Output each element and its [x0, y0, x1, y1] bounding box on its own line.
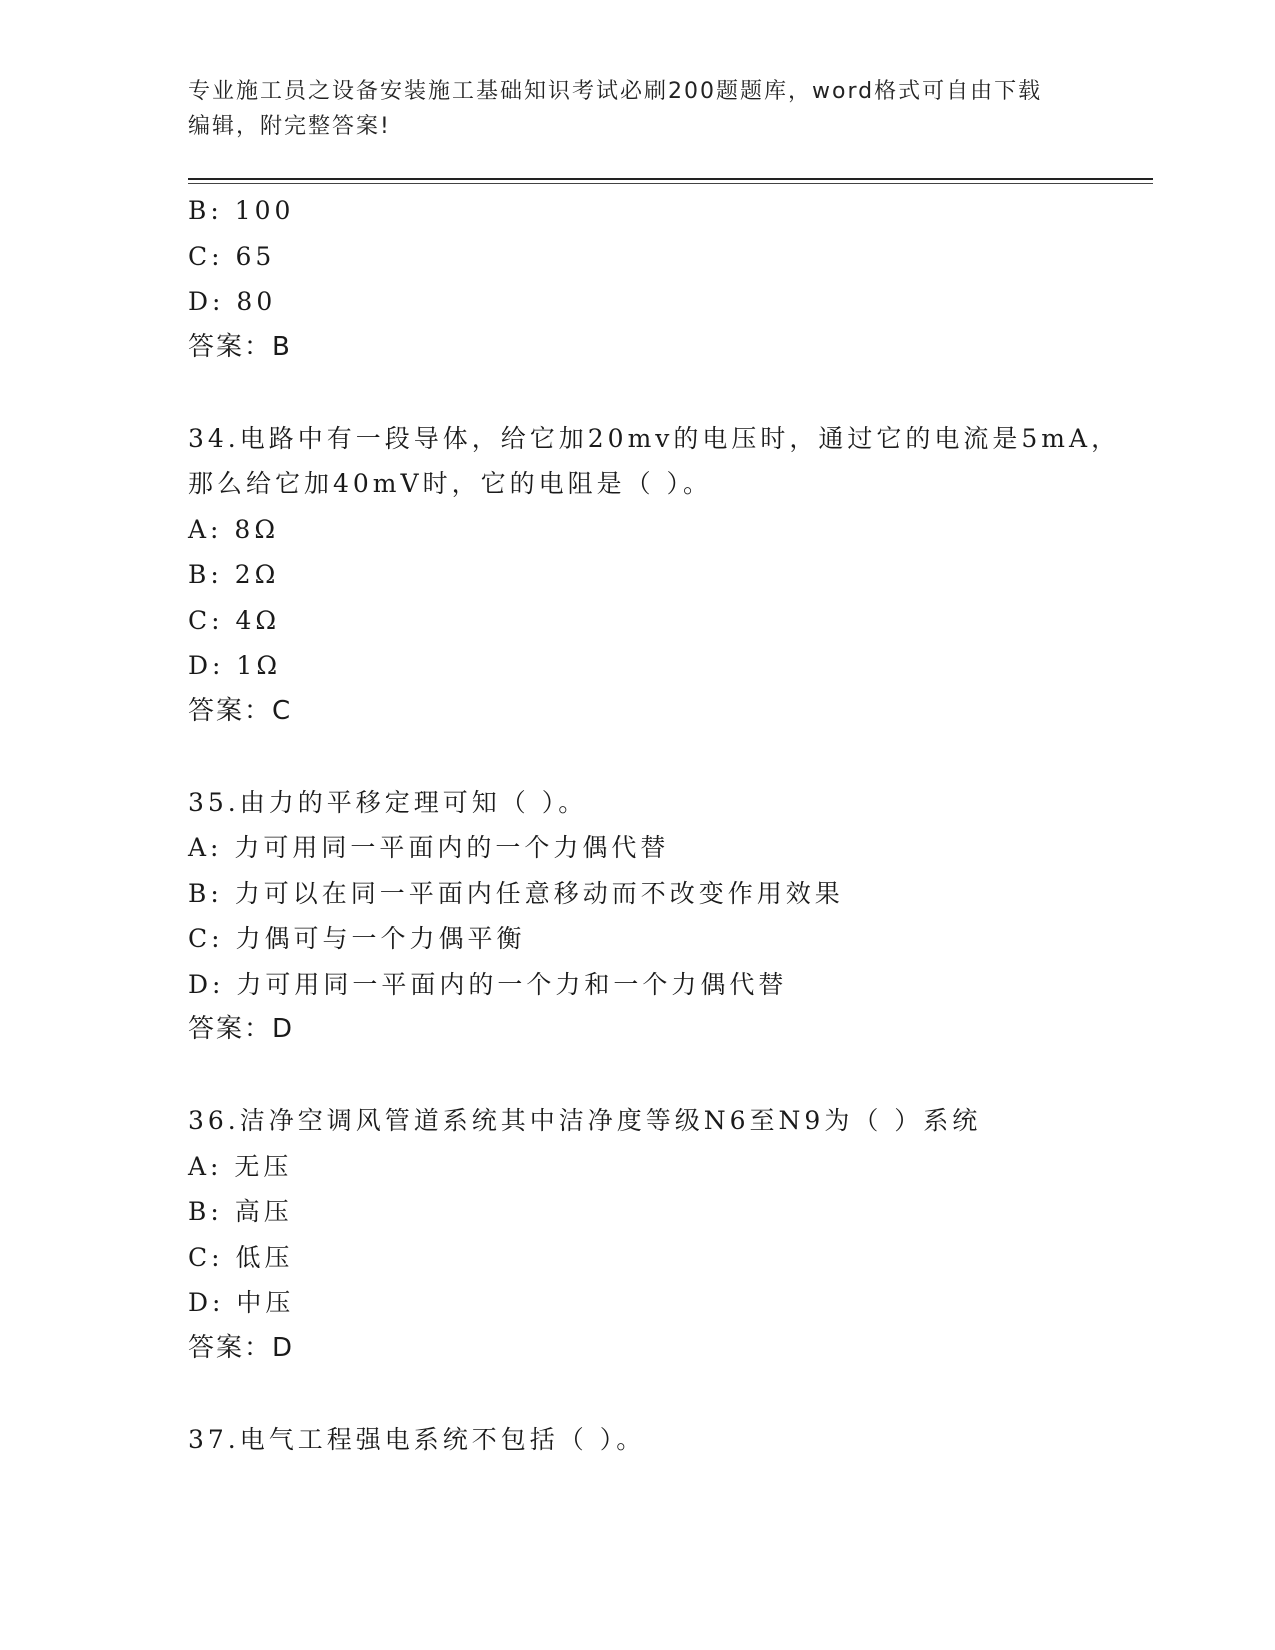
- question-36: [188, 1098, 1153, 1371]
- question-35: [188, 780, 1153, 1053]
- header-divider: [188, 178, 1153, 180]
- option-c: C: 4Ω: [188, 605, 281, 635]
- option-b: B: 高压: [188, 1197, 293, 1226]
- answer: 答案：D: [188, 1332, 295, 1363]
- option-c: C: 65: [188, 241, 276, 271]
- option-b: B: 2Ω: [188, 560, 280, 589]
- question-list: [188, 188, 1153, 1462]
- option-c: C: 力偶可与一个力偶平衡: [188, 924, 526, 953]
- question-37: [188, 1417, 1153, 1463]
- question-text: 那么给它加40mV时，它的电阻是（ ）。: [188, 469, 713, 498]
- question-34: [188, 416, 1153, 735]
- header-line-2: 编辑，附完整答案!: [188, 114, 391, 139]
- option-a: A: 无压: [188, 1151, 293, 1181]
- question-text: 34.电路中有一段导体，给它加20mv的电压时，通过它的电流是5mA，: [188, 423, 1121, 453]
- option-d: D: 1Ω: [188, 651, 282, 680]
- answer: 答案：C: [188, 695, 293, 726]
- option-a: A: 8Ω: [188, 514, 280, 544]
- document-header: [188, 74, 1088, 144]
- option-a: A: 力可用同一平面内的一个力偶代替: [188, 833, 670, 862]
- header-line-1: 专业施工员之设备安装施工基础知识考试必刷200题题库，word格式可自由下载: [188, 79, 1043, 104]
- question-text: 35.由力的平移定理可知（ ）。: [188, 787, 588, 817]
- question-33-continued: [188, 188, 1153, 370]
- question-text: 37.电气工程强电系统不包括（ ）。: [188, 1424, 646, 1454]
- option-b: B: 力可以在同一平面内任意移动而不改变作用效果: [188, 878, 844, 908]
- option-d: D: 力可用同一平面内的一个力和一个力偶代替: [188, 969, 788, 999]
- option-d: D: 80: [188, 287, 277, 316]
- option-b: B: 100: [188, 196, 295, 225]
- header-divider-thin: [188, 183, 1153, 184]
- option-c: C: 低压: [188, 1242, 294, 1272]
- answer: 答案：D: [188, 1014, 295, 1044]
- question-text: 36.洁净空调风管道系统其中洁净度等级N6至N9为（ ）系统: [188, 1106, 982, 1135]
- option-d: D: 中压: [188, 1288, 295, 1317]
- answer: 答案：B: [188, 331, 292, 362]
